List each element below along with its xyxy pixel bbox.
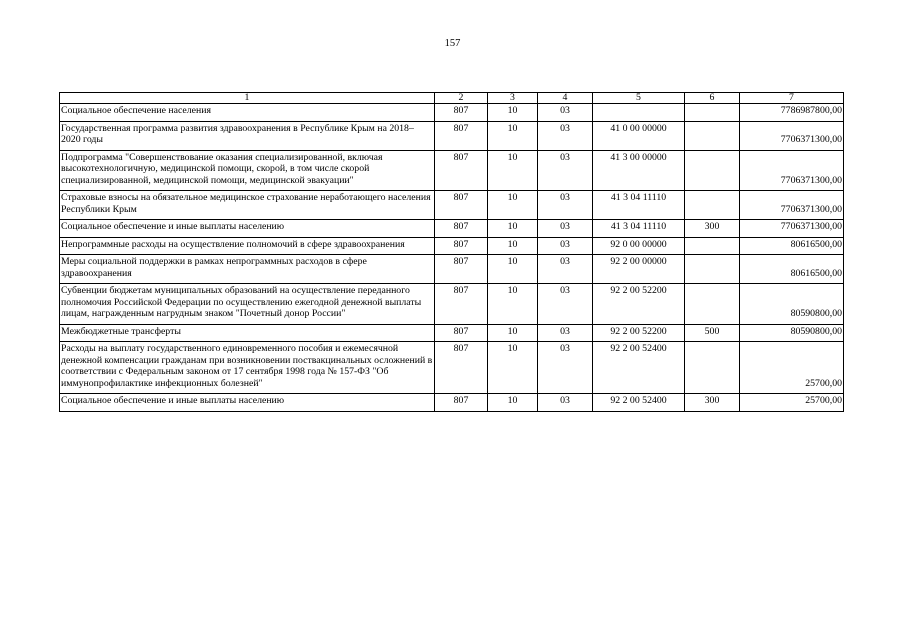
section-code-cell: 10: [488, 191, 538, 220]
target-article-cell: 92 2 00 52400: [593, 342, 685, 394]
header-row: [60, 93, 844, 104]
column-header-2: 2: [435, 93, 488, 104]
budget-table: [59, 92, 844, 412]
amount-cell: 7706371300,00: [740, 220, 844, 238]
table-row: [60, 104, 844, 122]
target-article-cell: [593, 104, 685, 122]
expense-name-cell: Непрограммные расходы на осуществление полномочий в сфере здравоохранения: [60, 237, 435, 255]
ministry-code-cell: 807: [435, 342, 488, 394]
amount-cell: 80590800,00: [740, 284, 844, 325]
ministry-code-cell: 807: [435, 394, 488, 412]
ministry-code-cell: 807: [435, 150, 488, 191]
column-header-6: 6: [685, 93, 740, 104]
page-number: 157: [444, 38, 461, 49]
section-code-cell: 10: [488, 284, 538, 325]
expense-type-cell: 300: [685, 394, 740, 412]
expense-name-cell: Субвенции бюджетам муниципальных образований на осуществление переданного полномочия Российской Федерации по осуществлению ежегодной денежной выплаты лицам, награжденным нагрудным знаком "Почетный донор России": [60, 284, 435, 325]
target-article-cell: 41 3 04 11110: [593, 191, 685, 220]
table-row: [60, 255, 844, 284]
amount-cell: 25700,00: [740, 342, 844, 394]
expense-type-cell: [685, 121, 740, 150]
table-row: [60, 237, 844, 255]
section-code-cell: 10: [488, 104, 538, 122]
target-article-cell: 41 0 00 00000: [593, 121, 685, 150]
subsection-code-cell: 03: [538, 121, 593, 150]
section-code-cell: 10: [488, 324, 538, 342]
expense-type-cell: [685, 237, 740, 255]
expense-type-cell: [685, 342, 740, 394]
column-header-7: 7: [740, 93, 844, 104]
subsection-code-cell: 03: [538, 394, 593, 412]
section-code-cell: 10: [488, 255, 538, 284]
table-row: [60, 220, 844, 238]
target-article-cell: 92 2 00 52400: [593, 394, 685, 412]
subsection-code-cell: 03: [538, 324, 593, 342]
ministry-code-cell: 807: [435, 220, 488, 238]
expense-type-cell: [685, 255, 740, 284]
expense-name-cell: Государственная программа развития здравоохранения в Республике Крым на 2018–2020 годы: [60, 121, 435, 150]
section-code-cell: 10: [488, 342, 538, 394]
amount-cell: 7706371300,00: [740, 121, 844, 150]
expense-type-cell: [685, 150, 740, 191]
amount-cell: 7706371300,00: [740, 150, 844, 191]
amount-cell: 25700,00: [740, 394, 844, 412]
amount-cell: 7706371300,00: [740, 191, 844, 220]
ministry-code-cell: 807: [435, 255, 488, 284]
table-row: [60, 394, 844, 412]
expense-name-cell: Меры социальной поддержки в рамках непрограммных расходов в сфере здравоохранения: [60, 255, 435, 284]
ministry-code-cell: 807: [435, 324, 488, 342]
amount-cell: 80616500,00: [740, 237, 844, 255]
section-code-cell: 10: [488, 394, 538, 412]
expense-name-cell: Социальное обеспечение и иные выплаты населению: [60, 220, 435, 238]
target-article-cell: 41 3 04 11110: [593, 220, 685, 238]
subsection-code-cell: 03: [538, 284, 593, 325]
section-code-cell: 10: [488, 150, 538, 191]
target-article-cell: 41 3 00 00000: [593, 150, 685, 191]
amount-cell: 7786987800,00: [740, 104, 844, 122]
expense-type-cell: 500: [685, 324, 740, 342]
amount-cell: 80590800,00: [740, 324, 844, 342]
subsection-code-cell: 03: [538, 150, 593, 191]
amount-cell: 80616500,00: [740, 255, 844, 284]
subsection-code-cell: 03: [538, 342, 593, 394]
subsection-code-cell: 03: [538, 255, 593, 284]
target-article-cell: 92 0 00 00000: [593, 237, 685, 255]
subsection-code-cell: 03: [538, 104, 593, 122]
column-header-1: 1: [60, 93, 435, 104]
expense-name-cell: Подпрограмма "Совершенствование оказания специализированной, включая высокотехнологичную, медицинской помощи, скорой, в том числе скорой специализированной, медицинской помощи, медицинской эвакуации": [60, 150, 435, 191]
target-article-cell: 92 2 00 00000: [593, 255, 685, 284]
table-row: [60, 284, 844, 325]
ministry-code-cell: 807: [435, 104, 488, 122]
ministry-code-cell: 807: [435, 191, 488, 220]
expense-type-cell: [685, 104, 740, 122]
expense-type-cell: [685, 284, 740, 325]
column-header-5: 5: [593, 93, 685, 104]
expense-type-cell: [685, 191, 740, 220]
expense-name-cell: Расходы на выплату государственного единовременного пособия и ежемесячной денежной компенсации гражданам при возникновении поствакцинальных осложнений в соответствии с Федеральным законом от 17 сентября 1998 года № 157-ФЗ "Об иммунопрофилактике инфекционных болезней": [60, 342, 435, 394]
table-row: [60, 191, 844, 220]
expense-name-cell: Социальное обеспечение населения: [60, 104, 435, 122]
ministry-code-cell: 807: [435, 284, 488, 325]
expense-name-cell: Социальное обеспечение и иные выплаты населению: [60, 394, 435, 412]
section-code-cell: 10: [488, 220, 538, 238]
ministry-code-cell: 807: [435, 237, 488, 255]
expense-name-cell: Межбюджетные трансферты: [60, 324, 435, 342]
section-code-cell: 10: [488, 237, 538, 255]
table-row: [60, 121, 844, 150]
expense-name-cell: Страховые взносы на обязательное медицинское страхование неработающего населения Республики Крым: [60, 191, 435, 220]
expense-type-cell: 300: [685, 220, 740, 238]
ministry-code-cell: 807: [435, 121, 488, 150]
column-header-3: 3: [488, 93, 538, 104]
target-article-cell: 92 2 00 52200: [593, 324, 685, 342]
section-code-cell: 10: [488, 121, 538, 150]
target-article-cell: 92 2 00 52200: [593, 284, 685, 325]
table-row: [60, 342, 844, 394]
subsection-code-cell: 03: [538, 191, 593, 220]
subsection-code-cell: 03: [538, 220, 593, 238]
table-row: [60, 324, 844, 342]
table-row: [60, 150, 844, 191]
column-header-4: 4: [538, 93, 593, 104]
subsection-code-cell: 03: [538, 237, 593, 255]
